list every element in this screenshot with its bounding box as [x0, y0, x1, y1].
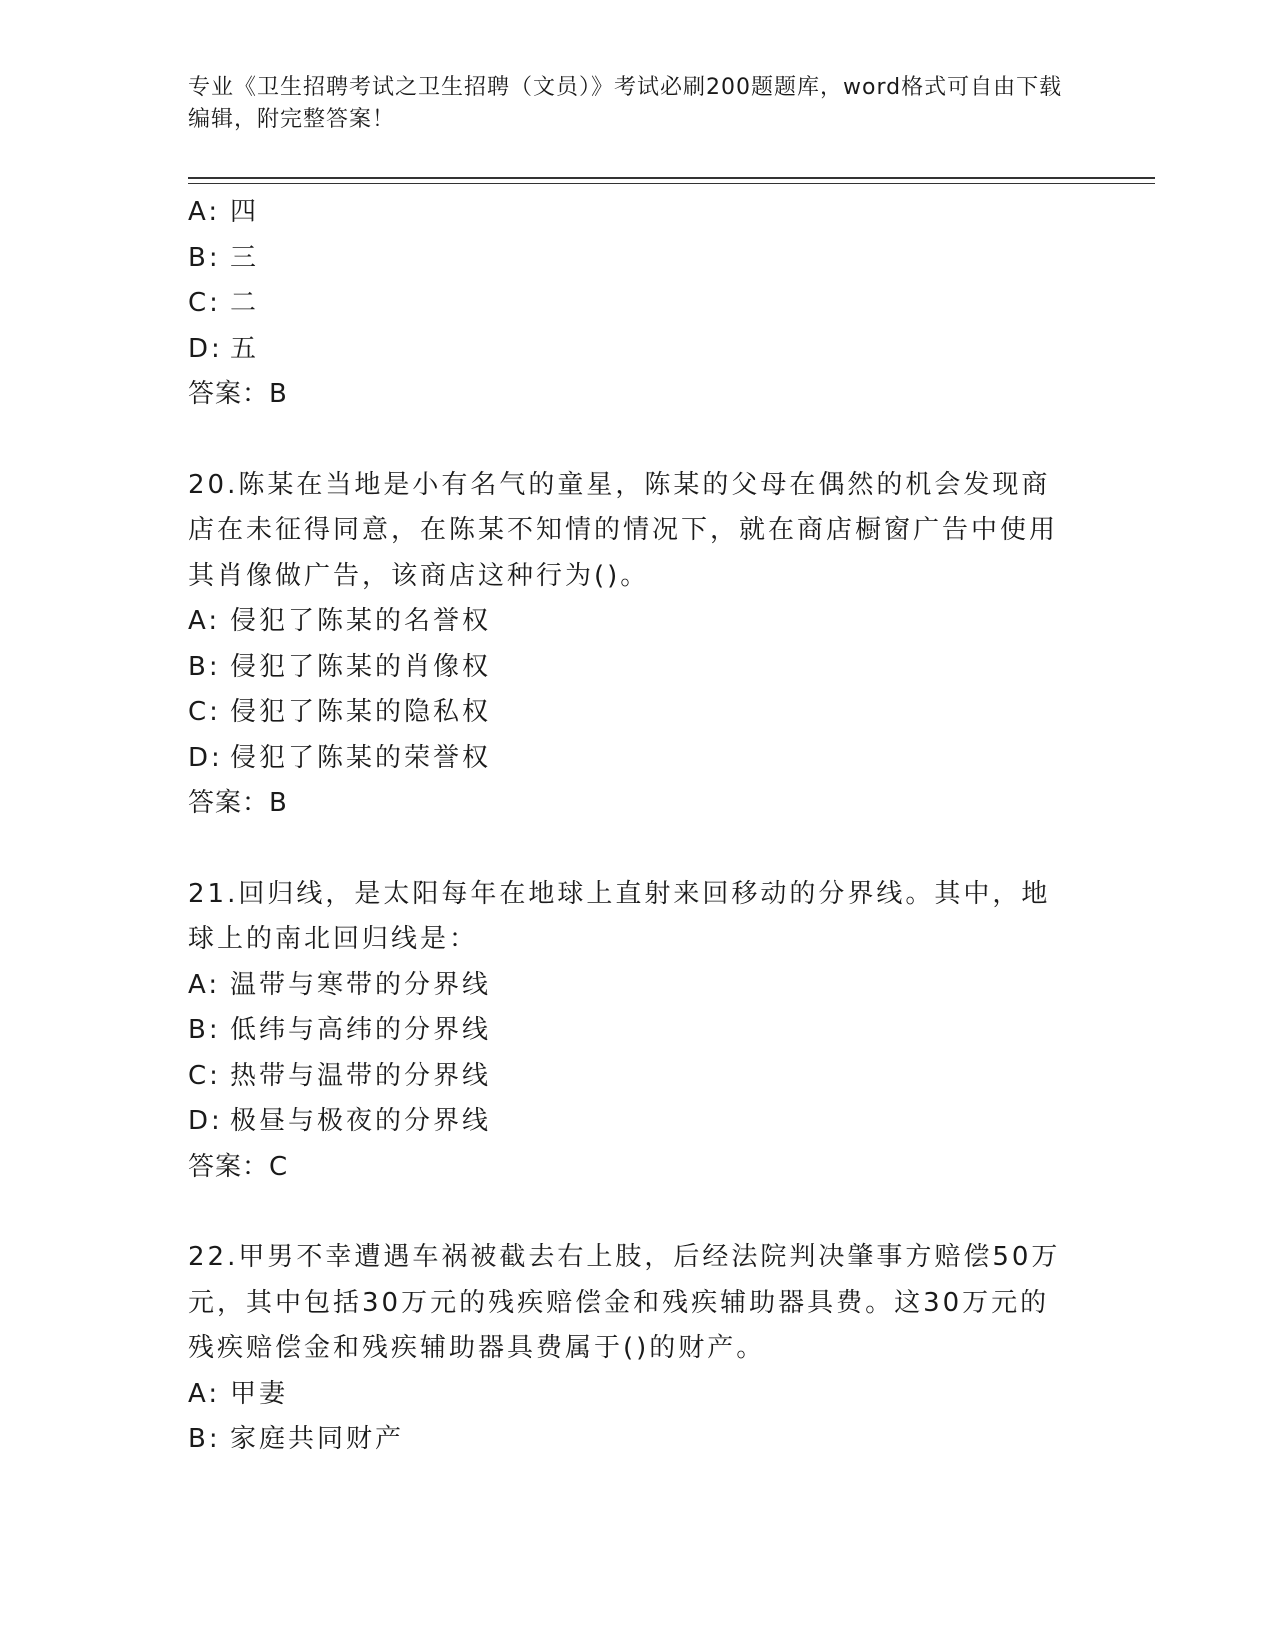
option-c: [188, 281, 1088, 327]
option-d: [188, 736, 1088, 782]
spacer: [188, 827, 1088, 872]
option-b: [188, 1008, 1088, 1054]
option-label: A:: [188, 969, 221, 1000]
option-text: 家庭共同财产: [230, 1424, 405, 1454]
option-a: [188, 1372, 1088, 1418]
option-a: [188, 963, 1088, 1009]
option-text: 甲妻: [230, 1378, 289, 1409]
option-text: 温带与寒带的分界线: [230, 969, 492, 1000]
option-b: [188, 1417, 1088, 1463]
question-stem: 22.甲男不幸遭遇车祸被截去右上肢，后经法院判决肇事方赔偿50万元，其中包括30万元的残疾赔偿金和残疾辅助器具费。这30万元的残疾赔偿金和残疾辅助器具费属于()的财产。: [188, 1242, 1061, 1363]
spacer: [188, 418, 1088, 463]
option-c: [188, 690, 1088, 736]
option-text: 热带与温带的分界线: [230, 1060, 492, 1091]
answer-line: 答案：B: [188, 788, 288, 818]
header-divider-thin: [188, 183, 1155, 184]
question-20: [188, 463, 1088, 827]
header-divider-thick: [188, 177, 1155, 179]
option-a: [188, 599, 1088, 645]
option-d: [188, 327, 1088, 373]
option-a: [188, 190, 1088, 236]
option-label: C:: [188, 1060, 221, 1091]
option-text: 三: [230, 242, 260, 273]
option-label: A:: [188, 606, 221, 636]
option-label: A:: [188, 1378, 221, 1409]
option-label: B:: [188, 1015, 221, 1045]
question-22: [188, 1235, 1088, 1463]
question-stem: 20.陈某在当地是小有名气的童星，陈某的父母在偶然的机会发现商店在未征得同意，在陈某不知情的情况下，就在商店橱窗广告中使用其肖像做广告，该商店这种行为()。: [188, 469, 1059, 591]
option-label: B:: [188, 242, 221, 273]
option-text: 侵犯了陈某的肖像权: [230, 651, 492, 682]
option-label: B:: [188, 651, 221, 682]
option-label: C:: [188, 697, 221, 727]
option-text: 侵犯了陈某的名誉权: [230, 606, 492, 636]
document-header: 专业《卫生招聘考试之卫生招聘（文员）》考试必刷200题题库，word格式可自由下载编辑，附完整答案！: [188, 75, 1063, 132]
answer-line: 答案：B: [188, 379, 288, 409]
option-text: 侵犯了陈某的荣誉权: [230, 742, 492, 773]
spacer: [188, 1190, 1088, 1235]
question-21: [188, 872, 1088, 1191]
answer-line: 答案：C: [188, 1151, 289, 1182]
option-text: 四: [230, 197, 260, 227]
question-stem: 21.回归线，是太阳每年在地球上直射来回移动的分界线。其中，地球上的南北回归线是：: [188, 878, 1051, 954]
option-b: [188, 645, 1088, 691]
option-text: 侵犯了陈某的隐私权: [230, 697, 492, 727]
option-b: [188, 236, 1088, 282]
option-text: 二: [230, 288, 260, 318]
option-text: 五: [230, 333, 260, 364]
option-label: D:: [188, 742, 223, 773]
question-19: [188, 190, 1088, 418]
option-label: A:: [188, 197, 221, 227]
option-text: 低纬与高纬的分界线: [230, 1015, 492, 1045]
option-d: [188, 1099, 1088, 1145]
option-c: [188, 1054, 1088, 1100]
option-text: 极昼与极夜的分界线: [230, 1106, 492, 1136]
option-label: D:: [188, 1106, 223, 1136]
question-list: [188, 190, 1088, 1463]
option-label: B:: [188, 1424, 221, 1454]
option-label: D:: [188, 333, 223, 364]
option-label: C:: [188, 288, 221, 318]
